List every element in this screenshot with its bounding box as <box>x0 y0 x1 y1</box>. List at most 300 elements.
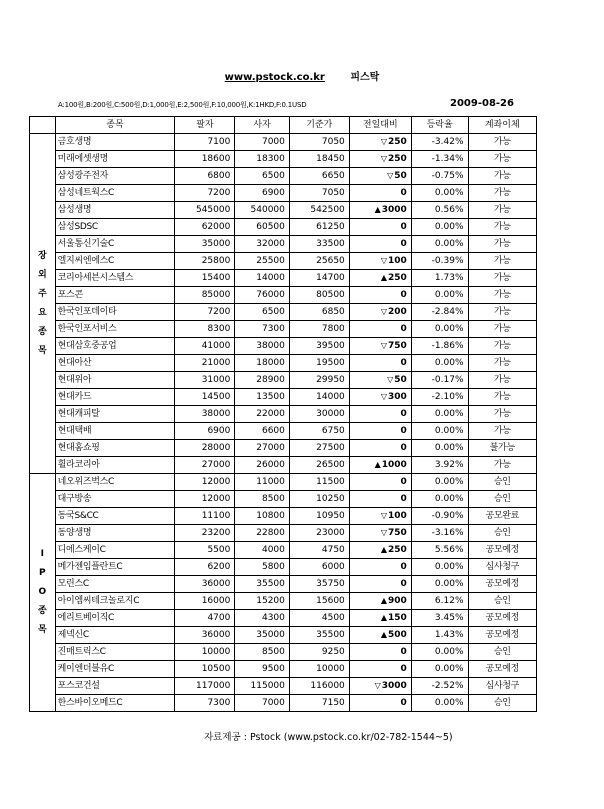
base-price-cell: 18450 <box>289 151 349 168</box>
transfer-status-cell: 가능 <box>468 270 537 287</box>
table-row <box>30 168 537 185</box>
change-cell <box>349 644 411 661</box>
base-price-cell: 116000 <box>289 678 349 695</box>
change-rate-cell: 0.56% <box>411 202 468 219</box>
stock-name-cell: 대구방송 <box>55 491 175 508</box>
group-header-cell <box>30 117 56 134</box>
stock-name-cell: 포스코건설 <box>55 678 175 695</box>
change-value: 0 <box>400 426 407 436</box>
transfer-status-cell: 가능 <box>468 134 537 151</box>
change-rate-cell: 0.00% <box>411 644 468 661</box>
base-price-cell: 27500 <box>289 440 349 457</box>
buy-price-cell: 8500 <box>235 644 290 661</box>
change-value: 150 <box>388 613 407 623</box>
change-cell <box>349 491 411 508</box>
stock-name-cell: 한국인포서비스 <box>55 321 175 338</box>
buy-price-cell: 7300 <box>235 321 290 338</box>
transfer-status-cell: 가능 <box>468 389 537 406</box>
change-cell <box>349 542 411 559</box>
base-price-cell: 7800 <box>289 321 349 338</box>
change-rate-cell: -0.39% <box>411 253 468 270</box>
change-value: 0 <box>400 494 407 504</box>
column-header: 팔자 <box>175 117 235 134</box>
sell-price-cell: 7100 <box>175 134 235 151</box>
table-row <box>30 372 537 389</box>
down-triangle-icon: ▽ <box>380 392 388 401</box>
change-value: 100 <box>388 511 407 521</box>
change-value: 0 <box>400 562 407 572</box>
change-value: 200 <box>388 307 407 317</box>
down-triangle-icon: ▽ <box>374 681 381 690</box>
sell-price-cell: 12000 <box>175 474 235 491</box>
change-rate-cell: 5.56% <box>411 542 468 559</box>
stock-name-cell: 금호생명 <box>55 134 175 151</box>
column-header: 종목 <box>55 117 175 134</box>
change-cell <box>349 219 411 236</box>
buy-price-cell: 76000 <box>235 287 290 304</box>
change-cell <box>349 338 411 355</box>
change-rate-cell: 0.00% <box>411 406 468 423</box>
table-row <box>30 304 537 321</box>
change-rate-cell: 0.00% <box>411 287 468 304</box>
change-rate-cell: -0.90% <box>411 508 468 525</box>
stock-name-cell: 현대아산 <box>55 355 175 372</box>
change-cell <box>349 661 411 678</box>
change-rate-cell: 1.73% <box>411 270 468 287</box>
change-cell <box>349 202 411 219</box>
change-cell <box>349 304 411 321</box>
table-row <box>30 389 537 406</box>
change-rate-cell: -2.52% <box>411 678 468 695</box>
buy-price-cell: 4300 <box>235 610 290 627</box>
change-value: 3000 <box>381 681 407 691</box>
change-rate-cell: 0.00% <box>411 185 468 202</box>
table-row <box>30 576 537 593</box>
sell-price-cell: 36000 <box>175 576 235 593</box>
change-value: 0 <box>400 290 407 300</box>
change-value: 0 <box>400 579 407 589</box>
change-rate-cell: 0.00% <box>411 423 468 440</box>
column-header: 기준가 <box>289 117 349 134</box>
stock-name-cell: 삼성광주전자 <box>55 168 175 185</box>
table-row <box>30 236 537 253</box>
change-value: 100 <box>388 256 407 266</box>
stock-name-cell: 현대캐피탈 <box>55 406 175 423</box>
buy-price-cell: 60500 <box>235 219 290 236</box>
change-rate-cell: 0.00% <box>411 440 468 457</box>
buy-price-cell: 22800 <box>235 525 290 542</box>
transfer-status-cell: 승인 <box>468 525 537 542</box>
stock-name-cell: 메가젠임플란트C <box>55 559 175 576</box>
change-cell <box>349 355 411 372</box>
buy-price-cell: 28900 <box>235 372 290 389</box>
change-value: 250 <box>388 137 407 147</box>
change-rate-cell: 0.00% <box>411 236 468 253</box>
table-row <box>30 185 537 202</box>
buy-price-cell: 35000 <box>235 627 290 644</box>
sell-price-cell: 14500 <box>175 389 235 406</box>
change-cell <box>349 559 411 576</box>
base-price-cell: 7050 <box>289 134 349 151</box>
change-value: 0 <box>400 664 407 674</box>
sell-price-cell: 10500 <box>175 661 235 678</box>
group-label-otc-major <box>30 134 56 474</box>
transfer-status-cell: 공모예정 <box>468 576 537 593</box>
change-value: 3000 <box>381 205 407 215</box>
change-cell <box>349 508 411 525</box>
base-price-cell: 35500 <box>289 627 349 644</box>
table-row <box>30 491 537 508</box>
buy-price-cell: 6900 <box>235 185 290 202</box>
change-rate-cell: 3.92% <box>411 457 468 474</box>
site-title: 피스탁 <box>350 72 380 83</box>
buy-price-cell: 6500 <box>235 168 290 185</box>
stock-name-cell: 네오위즈벅스C <box>55 474 175 491</box>
sell-price-cell: 12000 <box>175 491 235 508</box>
sell-price-cell: 15400 <box>175 270 235 287</box>
table-row <box>30 134 537 151</box>
down-triangle-icon: ▽ <box>380 511 388 520</box>
change-rate-cell: -1.86% <box>411 338 468 355</box>
sell-price-cell: 4700 <box>175 610 235 627</box>
group-label-char: I <box>40 549 44 559</box>
group-label-char: 종 <box>37 606 47 616</box>
transfer-status-cell: 심사청구 <box>468 559 537 576</box>
transfer-status-cell: 가능 <box>468 304 537 321</box>
buy-price-cell: 14000 <box>235 270 290 287</box>
base-price-cell: 15600 <box>289 593 349 610</box>
sell-price-cell: 31000 <box>175 372 235 389</box>
transfer-status-cell: 가능 <box>468 406 537 423</box>
table-row <box>30 610 537 627</box>
group-label-char: 주 <box>37 288 47 299</box>
down-triangle-icon: ▽ <box>387 171 394 180</box>
down-triangle-icon: ▽ <box>380 256 388 265</box>
buy-price-cell: 25500 <box>235 253 290 270</box>
base-price-cell: 61250 <box>289 219 349 236</box>
table-row <box>30 593 537 610</box>
sell-price-cell: 6900 <box>175 423 235 440</box>
stock-name-cell: 미래에셋생명 <box>55 151 175 168</box>
buy-price-cell: 7000 <box>235 695 290 712</box>
table-row <box>30 406 537 423</box>
stock-name-cell: 디에스케이C <box>55 542 175 559</box>
stock-name-cell: 케이엔더블유C <box>55 661 175 678</box>
base-price-cell: 26500 <box>289 457 349 474</box>
table-row <box>30 644 537 661</box>
sell-price-cell: 35000 <box>175 236 235 253</box>
base-price-cell: 9250 <box>289 644 349 661</box>
group-label-ipo <box>30 474 56 712</box>
change-cell <box>349 610 411 627</box>
down-triangle-icon: ▽ <box>387 375 394 384</box>
group-label-char: 목 <box>37 625 47 635</box>
table-header-row <box>30 117 537 134</box>
transfer-status-cell: 가능 <box>468 151 537 168</box>
table-row <box>30 627 537 644</box>
change-value: 500 <box>388 630 407 640</box>
sell-price-cell: 117000 <box>175 678 235 695</box>
stock-price-table <box>29 116 537 712</box>
down-triangle-icon: ▽ <box>380 341 388 350</box>
change-value: 250 <box>388 273 407 283</box>
change-cell <box>349 627 411 644</box>
change-cell <box>349 253 411 270</box>
table-row <box>30 355 537 372</box>
transfer-status-cell: 심사청구 <box>468 678 537 695</box>
base-price-cell: 4500 <box>289 610 349 627</box>
base-price-cell: 10250 <box>289 491 349 508</box>
down-triangle-icon: ▽ <box>380 137 388 146</box>
column-header: 사자 <box>235 117 290 134</box>
stock-name-cell: 동양생명 <box>55 525 175 542</box>
table-row <box>30 559 537 576</box>
change-cell <box>349 440 411 457</box>
table-row <box>30 525 537 542</box>
change-cell <box>349 593 411 610</box>
change-value: 750 <box>388 528 407 538</box>
change-rate-cell: -2.10% <box>411 389 468 406</box>
change-value: 0 <box>400 188 407 198</box>
change-value: 0 <box>400 239 407 249</box>
stock-name-cell: 서울통신기술C <box>55 236 175 253</box>
group-label-char: 장 <box>37 250 47 261</box>
table-row <box>30 678 537 695</box>
table-row <box>30 321 537 338</box>
transfer-status-cell: 공모예정 <box>468 661 537 678</box>
change-cell <box>349 576 411 593</box>
table-row <box>30 661 537 678</box>
change-rate-cell: 0.00% <box>411 355 468 372</box>
stock-name-cell: 한국인포데이타 <box>55 304 175 321</box>
transfer-status-cell: 가능 <box>468 236 537 253</box>
buy-price-cell: 15200 <box>235 593 290 610</box>
buy-price-cell: 26000 <box>235 457 290 474</box>
site-url[interactable]: www.pstock.co.kr <box>224 72 325 83</box>
stock-name-cell: 삼성네트웍스C <box>55 185 175 202</box>
change-rate-cell: 0.00% <box>411 695 468 712</box>
transfer-status-cell: 가능 <box>468 253 537 270</box>
change-rate-cell: 0.00% <box>411 559 468 576</box>
transfer-status-cell: 가능 <box>468 287 537 304</box>
base-price-cell: 11500 <box>289 474 349 491</box>
buy-price-cell: 35500 <box>235 576 290 593</box>
change-cell <box>349 151 411 168</box>
table-row <box>30 457 537 474</box>
down-triangle-icon: ▽ <box>380 154 388 163</box>
change-rate-cell: -2.84% <box>411 304 468 321</box>
buy-price-cell: 10800 <box>235 508 290 525</box>
table-row <box>30 474 537 491</box>
change-rate-cell: 0.00% <box>411 491 468 508</box>
price-unit-legend: A:100원,B:200원,C:500원,D:1,000원,E:2,500원,F:10,000원,K:1HKD,F:0.1USD <box>58 101 307 109</box>
table-row <box>30 202 537 219</box>
base-price-cell: 542500 <box>289 202 349 219</box>
transfer-status-cell: 가능 <box>468 185 537 202</box>
base-price-cell: 6000 <box>289 559 349 576</box>
stock-name-cell: 현대카드 <box>55 389 175 406</box>
sell-price-cell: 27000 <box>175 457 235 474</box>
change-value: 0 <box>400 443 407 453</box>
change-cell <box>349 406 411 423</box>
stock-name-cell: 휠라코리아 <box>55 457 175 474</box>
up-triangle-icon: ▲ <box>380 613 388 622</box>
base-price-cell: 33500 <box>289 236 349 253</box>
change-rate-cell: -0.75% <box>411 168 468 185</box>
buy-price-cell: 11000 <box>235 474 290 491</box>
buy-price-cell: 18300 <box>235 151 290 168</box>
base-price-cell: 7050 <box>289 185 349 202</box>
base-price-cell: 6750 <box>289 423 349 440</box>
buy-price-cell: 32000 <box>235 236 290 253</box>
base-price-cell: 29950 <box>289 372 349 389</box>
base-price-cell: 4750 <box>289 542 349 559</box>
change-rate-cell: 0.00% <box>411 661 468 678</box>
sell-price-cell: 10000 <box>175 644 235 661</box>
base-price-cell: 10950 <box>289 508 349 525</box>
change-cell <box>349 270 411 287</box>
buy-price-cell: 27000 <box>235 440 290 457</box>
change-value: 50 <box>394 375 407 385</box>
up-triangle-icon: ▲ <box>374 205 381 214</box>
sell-price-cell: 8300 <box>175 321 235 338</box>
stock-name-cell: 제넥신C <box>55 627 175 644</box>
change-value: 0 <box>400 647 407 657</box>
transfer-status-cell: 공모예정 <box>468 542 537 559</box>
group-label-char: O <box>38 587 47 597</box>
transfer-status-cell: 승인 <box>468 695 537 712</box>
sell-price-cell: 16000 <box>175 593 235 610</box>
sell-price-cell: 11100 <box>175 508 235 525</box>
change-cell <box>349 287 411 304</box>
buy-price-cell: 22000 <box>235 406 290 423</box>
buy-price-cell: 4000 <box>235 542 290 559</box>
stock-name-cell: 한스바이오메드C <box>55 695 175 712</box>
sell-price-cell: 7200 <box>175 304 235 321</box>
transfer-status-cell: 공모예정 <box>468 627 537 644</box>
base-price-cell: 6850 <box>289 304 349 321</box>
base-price-cell: 7150 <box>289 695 349 712</box>
table-row <box>30 151 537 168</box>
up-triangle-icon: ▲ <box>380 630 388 639</box>
transfer-status-cell: 가능 <box>468 219 537 236</box>
buy-price-cell: 9500 <box>235 661 290 678</box>
base-price-cell: 6650 <box>289 168 349 185</box>
change-rate-cell: -1.34% <box>411 151 468 168</box>
change-cell <box>349 321 411 338</box>
change-value: 0 <box>400 358 407 368</box>
transfer-status-cell: 승인 <box>468 474 537 491</box>
group-label-char: 요 <box>37 307 47 318</box>
change-value: 0 <box>400 477 407 487</box>
table-row <box>30 287 537 304</box>
base-price-cell: 39500 <box>289 338 349 355</box>
transfer-status-cell: 가능 <box>468 338 537 355</box>
stock-name-cell: 포스콘 <box>55 287 175 304</box>
buy-price-cell: 38000 <box>235 338 290 355</box>
stock-name-cell: 현대삼호중공업 <box>55 338 175 355</box>
buy-price-cell: 5800 <box>235 559 290 576</box>
change-rate-cell: 0.00% <box>411 321 468 338</box>
change-rate-cell: -3.16% <box>411 525 468 542</box>
change-cell <box>349 457 411 474</box>
base-price-cell: 25650 <box>289 253 349 270</box>
base-price-cell: 35750 <box>289 576 349 593</box>
change-rate-cell: -3.42% <box>411 134 468 151</box>
sell-price-cell: 5500 <box>175 542 235 559</box>
stock-name-cell: 진매트릭스C <box>55 644 175 661</box>
buy-price-cell: 7000 <box>235 134 290 151</box>
sell-price-cell: 41000 <box>175 338 235 355</box>
base-price-cell: 14700 <box>289 270 349 287</box>
stock-name-cell: 현대위아 <box>55 372 175 389</box>
stock-name-cell: 현대홈쇼핑 <box>55 440 175 457</box>
table-row <box>30 542 537 559</box>
change-value: 50 <box>394 171 407 181</box>
change-cell <box>349 134 411 151</box>
change-cell <box>349 423 411 440</box>
change-cell <box>349 236 411 253</box>
table-row <box>30 270 537 287</box>
sell-price-cell: 545000 <box>175 202 235 219</box>
report-date: 2009-08-26 <box>450 98 514 109</box>
change-rate-cell: -0.17% <box>411 372 468 389</box>
stock-name-cell: 모린스C <box>55 576 175 593</box>
change-rate-cell: 3.45% <box>411 610 468 627</box>
sell-price-cell: 6800 <box>175 168 235 185</box>
sell-price-cell: 7200 <box>175 185 235 202</box>
group-label-char: 목 <box>37 345 47 356</box>
sell-price-cell: 28000 <box>175 440 235 457</box>
stock-name-cell: 삼성생명 <box>55 202 175 219</box>
buy-price-cell: 6500 <box>235 304 290 321</box>
table-row <box>30 508 537 525</box>
buy-price-cell: 18000 <box>235 355 290 372</box>
change-value: 0 <box>400 222 407 232</box>
table-row <box>30 695 537 712</box>
up-triangle-icon: ▲ <box>374 460 381 469</box>
change-rate-cell: 6.12% <box>411 593 468 610</box>
buy-price-cell: 8500 <box>235 491 290 508</box>
change-rate-cell: 0.00% <box>411 576 468 593</box>
change-cell <box>349 372 411 389</box>
sell-price-cell: 25800 <box>175 253 235 270</box>
change-value: 900 <box>388 596 407 606</box>
base-price-cell: 14000 <box>289 389 349 406</box>
table-row <box>30 338 537 355</box>
transfer-status-cell: 가능 <box>468 202 537 219</box>
change-cell <box>349 185 411 202</box>
base-price-cell: 30000 <box>289 406 349 423</box>
group-label-char: 종 <box>37 326 47 337</box>
change-cell <box>349 474 411 491</box>
transfer-status-cell: 승인 <box>468 491 537 508</box>
transfer-status-cell: 가능 <box>468 423 537 440</box>
change-rate-cell: 0.00% <box>411 219 468 236</box>
base-price-cell: 80500 <box>289 287 349 304</box>
stock-name-cell: 삼성SDSC <box>55 219 175 236</box>
transfer-status-cell: 가능 <box>468 355 537 372</box>
buy-price-cell: 13500 <box>235 389 290 406</box>
sell-price-cell: 36000 <box>175 627 235 644</box>
change-rate-cell: 1.43% <box>411 627 468 644</box>
change-rate-cell: 0.00% <box>411 474 468 491</box>
sell-price-cell: 21000 <box>175 355 235 372</box>
sell-price-cell: 6200 <box>175 559 235 576</box>
source-footer: 자료제공 : Pstock (www.pstock.co.kr/02-782-1544~5) <box>204 732 453 743</box>
stock-name-cell: 에리트베이직C <box>55 610 175 627</box>
stock-name-cell: 엘지씨엔에스C <box>55 253 175 270</box>
